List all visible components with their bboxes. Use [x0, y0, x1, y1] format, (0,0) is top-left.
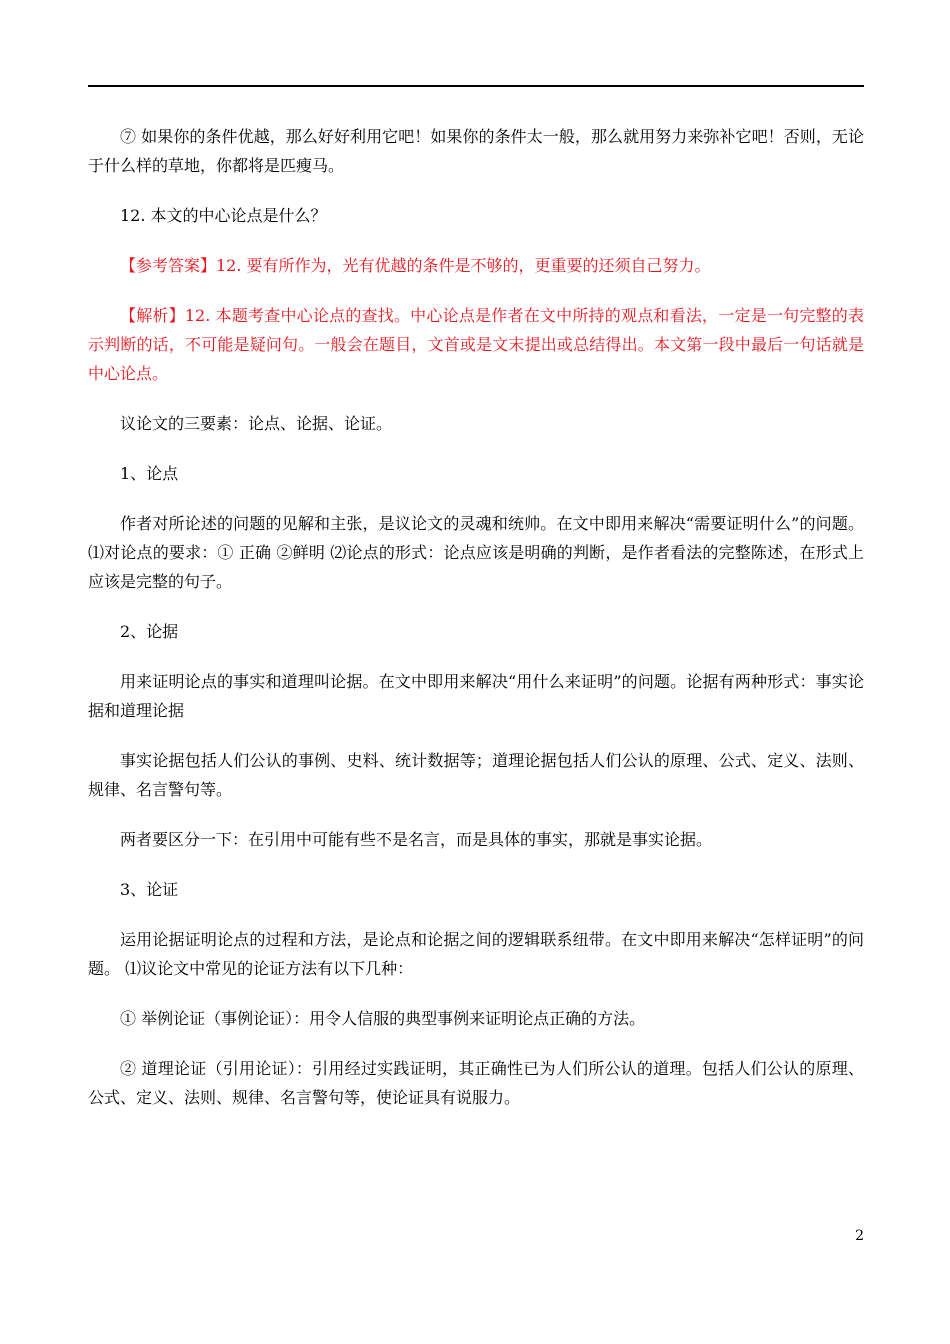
- evidence-types: 事实论据包括人们公认的事例、史料、统计数据等；道理论据包括人们公认的原理、公式、定义、法则、规律、名言警句等。: [88, 751, 864, 799]
- evidence-definition: 用来证明论点的事实和道理叫论据。在文中即用来解决“用什么来证明”的问题。论据有两种形式：事实论据和道理论据: [88, 672, 864, 720]
- method-example: ① 举例论证（事例论证）：用令人信服的典型事例来证明论点正确的方法。: [120, 1009, 646, 1028]
- section-heading-evidence: 2、论据: [120, 622, 179, 641]
- question-12: 12. 本文的中心论点是什么？: [120, 206, 327, 225]
- page-number: 2: [855, 1228, 864, 1244]
- evidence-distinction: 两者要区分一下：在引用中可能有些不是名言，而是具体的事实，那就是事实论据。: [120, 830, 713, 849]
- three-elements-heading: 议论文的三要素：论点、论据、论证。: [120, 414, 393, 433]
- demonstration-definition: 运用论据证明论点的过程和方法，是论点和论据之间的逻辑联系纽带。在文中即用来解决“怎样证明”的问题。 ⑴议论文中常见的论证方法有以下几种：: [88, 930, 864, 978]
- reference-answer: 【参考答案】12. 要有所作为，光有优越的条件是不够的，更重要的还须自己努力。: [120, 256, 711, 275]
- header-rule: [88, 85, 864, 87]
- section-heading-argument: 1、论点: [120, 464, 179, 483]
- document-body: [88, 122, 864, 1133]
- method-reasoning: ② 道理论证（引用论证）：引用经过实践证明，其正确性已为人们所公认的道理。包括人们公认的原理、公式、定义、法则、规律、名言警句等，使论证具有说服力。: [88, 1059, 864, 1107]
- argument-definition: 作者对所论述的问题的见解和主张，是议论文的灵魂和统帅。在文中即用来解决“需要证明什么”的问题。 ⑴对论点的要求：① 正确 ②鲜明 ⑵论点的形式：论点应该是明确的判断，是作者看法的完整陈述，在形式上应该是完整的句子。: [88, 514, 864, 591]
- paragraph-condition-advice: ⑦ 如果你的条件优越，那么好好利用它吧！如果你的条件太一般，那么就用努力来弥补它吧！否则，无论于什么样的草地，你都将是匹瘦马。: [88, 127, 864, 175]
- section-heading-demonstration: 3、论证: [120, 880, 179, 899]
- analysis: 【解析】12. 本题考查中心论点的查找。中心论点是作者在文中所持的观点和看法，一定是一句完整的表示判断的话，不可能是疑问句。一般会在题目，文首或是文末提出或总结得出。本文第一段中最后一句话就是中心论点。: [88, 306, 864, 383]
